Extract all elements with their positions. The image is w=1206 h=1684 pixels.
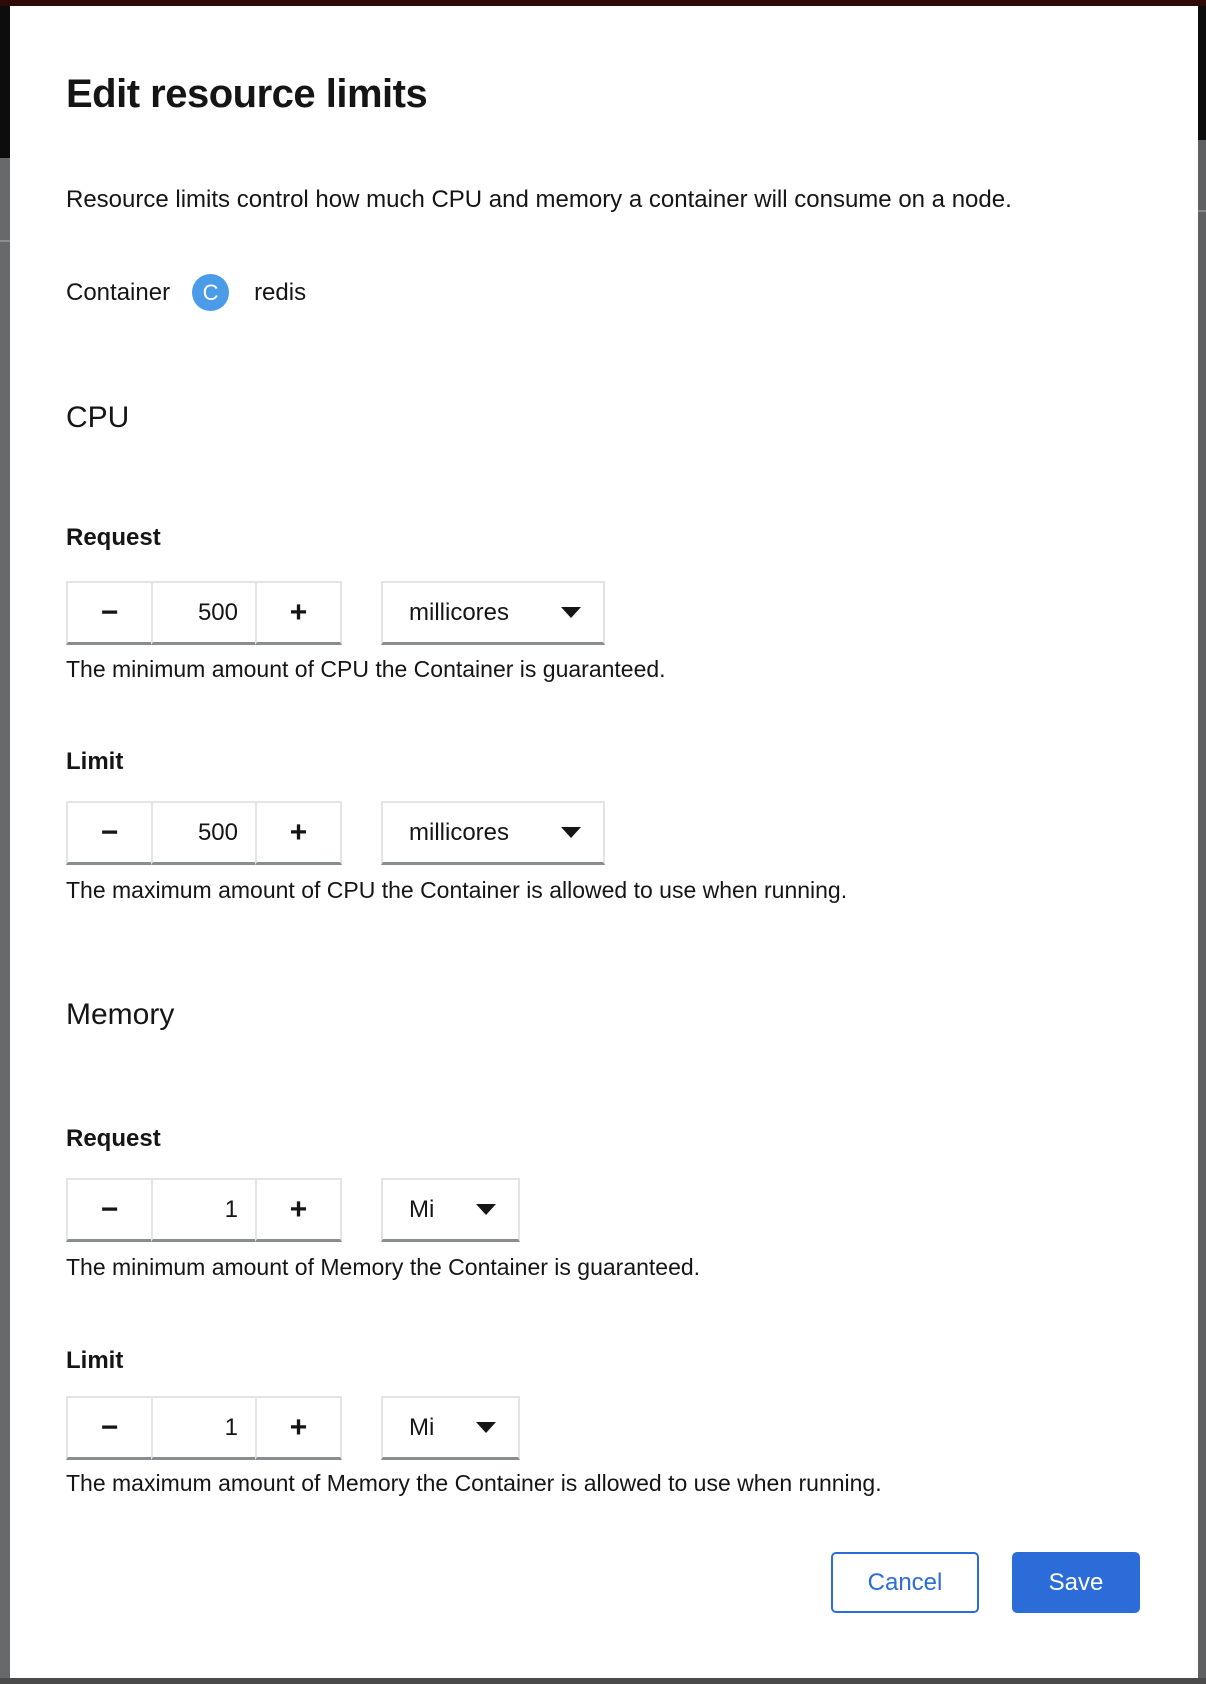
- memory-request-decrement-button[interactable]: −: [66, 1178, 153, 1242]
- cpu-limit-spinner: [66, 801, 342, 865]
- cpu-request-spinner: [66, 581, 342, 645]
- page-edge-left-dark: [0, 6, 10, 158]
- page-edge-right-divider: [1198, 210, 1206, 212]
- memory-request-label: Request: [66, 1125, 161, 1152]
- cpu-limit-controls: [66, 801, 605, 865]
- memory-request-unit-value: Mi: [409, 1195, 435, 1223]
- modal-description: Resource limits control how much CPU and memory a container will consume on a node.: [66, 186, 1012, 213]
- memory-limit-increment-button[interactable]: +: [255, 1396, 342, 1460]
- container-label: Container: [66, 278, 171, 306]
- caret-down-icon: [561, 827, 581, 838]
- cpu-limit-value-input[interactable]: 500: [151, 801, 257, 865]
- memory-request-spinner: [66, 1178, 342, 1242]
- cpu-request-label: Request: [66, 524, 161, 551]
- page-edge-right-dark: [1198, 6, 1206, 140]
- memory-limit-unit-select[interactable]: [381, 1396, 520, 1460]
- section-heading-cpu: CPU: [66, 401, 130, 434]
- caret-down-icon: [476, 1204, 496, 1215]
- caret-down-icon: [476, 1422, 496, 1433]
- cpu-limit-label: Limit: [66, 748, 124, 775]
- cpu-limit-helper-text: The maximum amount of CPU the Container is allowed to use when running.: [66, 877, 848, 903]
- memory-request-unit-select[interactable]: [381, 1178, 520, 1242]
- memory-limit-helper-text: The maximum amount of Memory the Container is allowed to use when running.: [66, 1470, 882, 1496]
- cpu-request-helper-text: The minimum amount of CPU the Container is guaranteed.: [66, 656, 666, 682]
- cancel-button[interactable]: Cancel: [831, 1552, 979, 1613]
- cpu-limit-decrement-button[interactable]: −: [66, 801, 153, 865]
- memory-request-helper-text: The minimum amount of Memory the Container is guaranteed.: [66, 1254, 701, 1280]
- cpu-request-unit-select[interactable]: [381, 581, 605, 645]
- cpu-request-controls: [66, 581, 605, 645]
- page-edge-left-gray: [0, 158, 10, 1678]
- cpu-request-unit-value: millicores: [409, 598, 510, 626]
- cpu-limit-unit-select[interactable]: [381, 801, 605, 865]
- memory-limit-unit-value: Mi: [409, 1413, 435, 1441]
- edit-resource-limits-modal: [10, 6, 1198, 1678]
- cpu-request-decrement-button[interactable]: −: [66, 581, 153, 645]
- memory-limit-value-input[interactable]: 1: [151, 1396, 257, 1460]
- cpu-limit-unit-value: millicores: [409, 818, 510, 846]
- page-edge-right-gray: [1198, 140, 1206, 1678]
- memory-limit-controls: [66, 1396, 520, 1460]
- memory-request-value-input[interactable]: 1: [151, 1178, 257, 1242]
- cpu-request-value-input[interactable]: 500: [151, 581, 257, 645]
- memory-limit-spinner: [66, 1396, 342, 1460]
- container-badge-icon: C: [192, 274, 229, 311]
- caret-down-icon: [561, 607, 581, 618]
- container-row: [66, 274, 306, 311]
- cpu-request-increment-button[interactable]: +: [255, 581, 342, 645]
- page-edge-left-divider: [0, 240, 10, 242]
- section-heading-memory: Memory: [66, 998, 175, 1031]
- page-edge-bottom: [0, 1678, 1206, 1684]
- modal-title: Edit resource limits: [66, 72, 428, 116]
- memory-request-controls: [66, 1178, 520, 1242]
- container-name: redis: [254, 278, 307, 306]
- save-button[interactable]: Save: [1012, 1552, 1140, 1613]
- memory-request-increment-button[interactable]: +: [255, 1178, 342, 1242]
- memory-limit-label: Limit: [66, 1347, 124, 1374]
- memory-limit-decrement-button[interactable]: −: [66, 1396, 153, 1460]
- cpu-limit-increment-button[interactable]: +: [255, 801, 342, 865]
